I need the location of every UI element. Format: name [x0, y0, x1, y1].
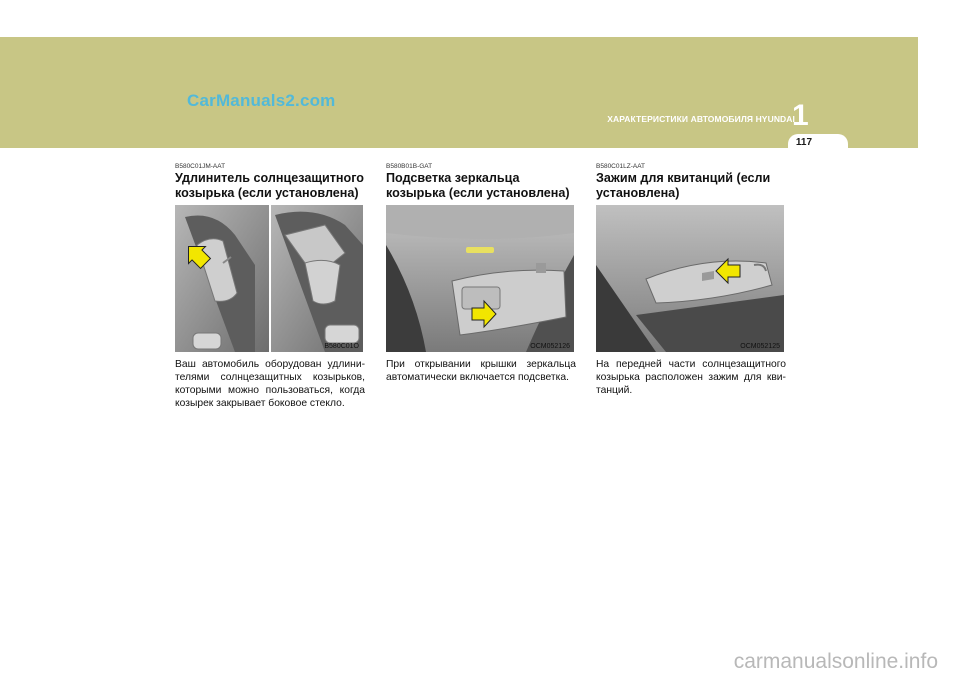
- watermark-link[interactable]: CarManuals2.com: [187, 91, 336, 110]
- sunvisor-extension-illustration: [175, 205, 363, 352]
- figure-label: OCM052126: [530, 343, 570, 350]
- figure-sunvisor-extension: [175, 205, 363, 352]
- section-code: B580C01JM-AAT: [175, 163, 226, 170]
- section-text: При открывании крышки зеркальца автоматически включается подсветка.: [386, 359, 576, 383]
- vanity-mirror-illustration: [386, 205, 574, 352]
- figure-label: OCM052125: [740, 343, 780, 350]
- figure-ticket-holder: [596, 205, 784, 352]
- section-code: B580B01B-GAT: [386, 163, 433, 170]
- figure-label: B580C01O: [324, 343, 359, 350]
- figure-vanity-mirror-lamp: [386, 205, 574, 352]
- section-text: На передней части солнцезащитного козырька расположен зажим для кви-танций.: [596, 359, 786, 396]
- section-code: B580C01LZ-AAT: [596, 163, 646, 170]
- page-number: 117: [795, 137, 813, 148]
- section-text: Ваш автомобиль оборудован удлини-телями солнцезащитных козырьков, которыми можно пользоваться, когда козырек закрывает боковое стекло.: [175, 359, 365, 409]
- ticket-holder-illustration: [596, 205, 784, 352]
- section-vanity-mirror-lamp: [386, 163, 576, 384]
- chapter-title: ХАРАКТЕРИСТИКИ АВТОМОБИЛЯ HYUNDAI: [607, 114, 795, 124]
- section-title: Подсветка зеркальца козырька (если установлена): [386, 171, 570, 200]
- section-ticket-holder: [596, 163, 786, 397]
- section-title: Зажим для квитанций (если установлена): [596, 171, 771, 200]
- section-title: Удлинитель солнцезащитного козырька (если установлена): [175, 171, 364, 200]
- section-sunvisor-extension: [175, 163, 365, 410]
- header-band: [0, 37, 918, 148]
- chapter-number: 1: [792, 99, 809, 132]
- footer-watermark[interactable]: carmanualsonline.info: [733, 650, 938, 673]
